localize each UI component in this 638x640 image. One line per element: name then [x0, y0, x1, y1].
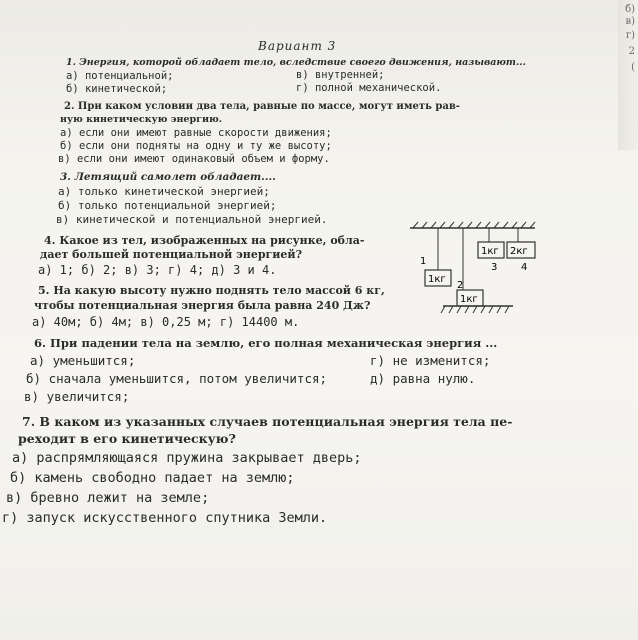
q7-option-c: в) бревно лежит на земле; — [6, 490, 210, 506]
q3-option-a: а) только кинетической энергией; — [58, 185, 270, 198]
box-1-label: 1кг — [428, 274, 446, 285]
q3-option-c: в) кинетической и потенциальной энергией. — [56, 213, 328, 226]
margin-text: б) — [625, 4, 635, 15]
energy-diagram — [405, 218, 545, 318]
box-3-label: 1кг — [481, 246, 499, 257]
q6-option-e: д) равна нулю. — [370, 371, 476, 386]
q6-option-d: г) не изменится; — [370, 353, 491, 368]
q3-option-b: б) только потенциальной энергией; — [58, 199, 277, 212]
q5-options: а) 40м; б) 4м; в) 0,25 м; г) 14400 м. — [32, 315, 300, 329]
q1-option-d: г) полной механической. — [296, 82, 442, 94]
q7-text-line2: реходит в его кинетическую? — [18, 431, 236, 446]
q2-option-c: в) если они имеют одинаковый объем и форму. — [58, 153, 330, 165]
q1-option-c: б) кинетической; — [66, 83, 168, 95]
q4-text-line2: дает большей потенциальной энергией? — [40, 248, 303, 261]
ceiling-hatch — [413, 222, 535, 228]
label-2: 2 — [457, 280, 464, 291]
q7-option-d: г) запуск искусственного спутника Земли. — [2, 510, 328, 526]
margin-text: ( — [631, 62, 635, 73]
q2-option-b: б) если они подняты на одну и ту же высоту; — [60, 140, 332, 152]
q5-text-line2: чтобы потенциальная энергия была равна 240 Дж? — [34, 299, 371, 312]
margin-text: в) — [625, 16, 635, 27]
box-4-label: 2кг — [510, 246, 528, 257]
q5-text-line1: 5. На какую высоту нужно поднять тело массой 6 кг, — [38, 284, 385, 297]
q4-text-line1: 4. Какое из тел, изображенных на рисунке, обла- — [44, 234, 365, 247]
q6-option-b: б) сначала уменьшится, потом увеличится; — [26, 371, 328, 386]
variant-title: Вариант 3 — [258, 39, 337, 53]
q6-text: 6. При падении тела на землю, его полная механическая энергия ... — [34, 336, 498, 350]
ground-hatch — [441, 306, 509, 313]
label-4: 4 — [521, 262, 528, 273]
q2-text-line1: 2. При каком условии два тела, равные по массе, могут иметь рав- — [64, 101, 460, 112]
q3-text: 3. Летящий самолет обладает.... — [60, 171, 276, 183]
q6-option-a: а) уменьшится; — [30, 353, 136, 368]
margin-text: 2 — [628, 46, 635, 57]
q2-option-a: а) если они имеют равные скорости движения; — [60, 127, 332, 139]
q7-option-a: а) распрямляющаяся пружина закрывает дверь; — [12, 450, 362, 466]
q2-text-line2: ную кинетическую энергию. — [60, 114, 223, 125]
label-3: 3 — [491, 262, 498, 273]
q1-option-a: а) потенциальной; — [66, 70, 174, 82]
margin-text: г) — [625, 30, 635, 41]
q1-option-b: в) внутренней; — [296, 69, 385, 81]
box-2-label: 1кг — [460, 294, 478, 305]
q7-option-b: б) камень свободно падает на землю; — [10, 470, 295, 486]
q4-options: а) 1; б) 2; в) 3; г) 4; д) 3 и 4. — [38, 263, 277, 277]
label-1: 1 — [420, 256, 427, 267]
q1-text: 1. Энергия, которой обладает тело, вследствие своего движения, называют... — [66, 57, 526, 68]
q7-text-line1: 7. В каком из указанных случаев потенциальная энергия тела пе- — [22, 414, 513, 429]
q6-option-c: в) увеличится; — [24, 389, 130, 404]
